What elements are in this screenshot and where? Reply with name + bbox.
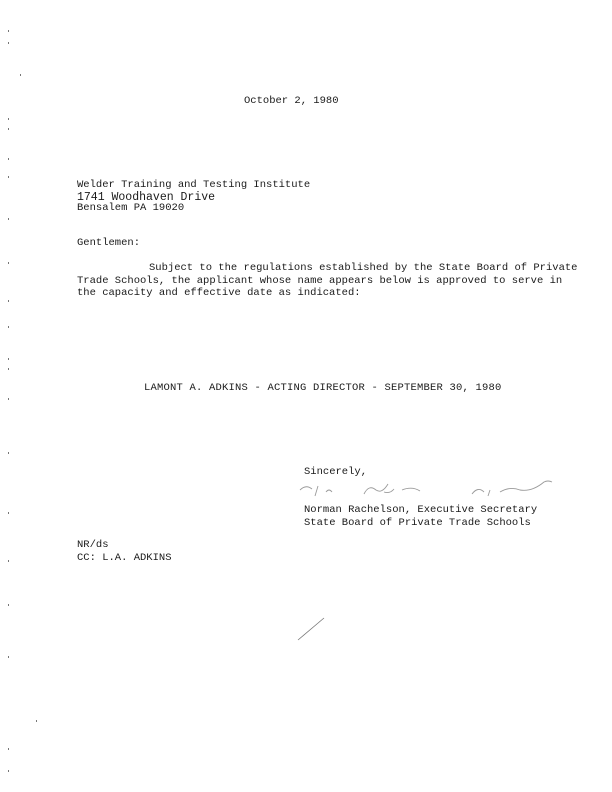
body-line-1: Subject to the regulations established by the State Board of Private	[149, 262, 578, 274]
appointment-line: LAMONT A. ADKINS - ACTING DIRECTOR - SEPTEMBER 30, 1980	[144, 382, 502, 394]
recipient-address	[77, 180, 310, 215]
typist-initials: NR/ds	[77, 539, 109, 551]
recipient-name: Welder Training and Testing Institute	[77, 179, 311, 191]
recipient-city: Bensalem PA 19020	[77, 202, 185, 214]
letter-date: October 2, 1980	[244, 95, 339, 107]
recipient-street: 1741 Woodhaven Drive	[77, 190, 216, 204]
letter-body	[77, 262, 578, 300]
closing: Sincerely,	[304, 466, 368, 478]
pen-stroke-mark	[296, 614, 328, 642]
signer-organization: State Board of Private Trade Schools	[304, 516, 531, 529]
reference-block	[77, 539, 172, 564]
body-line-2: Trade Schools, the applicant whose name appears below is approved to serve in	[77, 274, 563, 287]
salutation: Gentlemen:	[77, 237, 141, 249]
signer-block	[304, 504, 537, 529]
handwritten-signature	[292, 474, 572, 504]
cc-line: CC: L.A. ADKINS	[77, 551, 172, 564]
body-line-3: the capacity and effective date as indicated:	[77, 287, 361, 299]
signer-name-title: Norman Rachelson, Executive Secretary	[304, 504, 538, 516]
